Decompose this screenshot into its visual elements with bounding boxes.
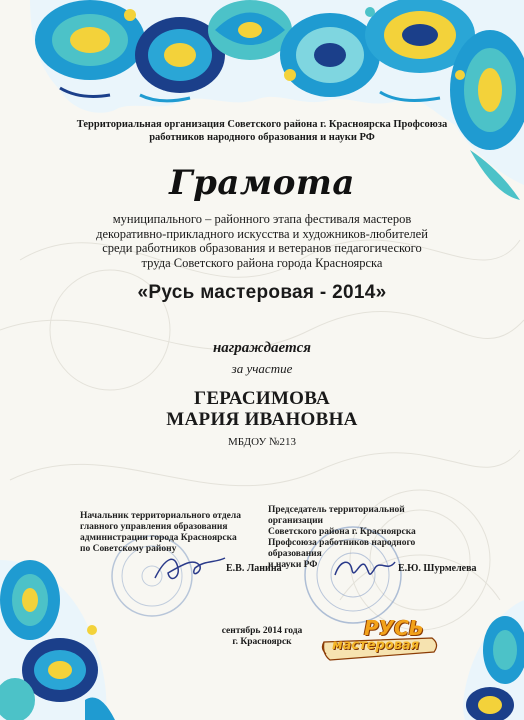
intro-line-1: муниципального – районного этапа фестиваля мастеров	[112, 212, 412, 226]
festival-name: «Русь мастеровая - 2014»	[137, 282, 387, 303]
left-position-line-1: Начальник территориального отдела	[80, 511, 241, 521]
organization-header	[0, 118, 524, 144]
intro-line-2: декоративно-прикладного искусства и художников-любителей	[96, 226, 428, 241]
logo-line-1: РУСЬ	[364, 616, 424, 640]
right-position-line-1: Председатель территориальной организации	[268, 505, 405, 526]
awarded-label: награждается	[212, 340, 312, 356]
recipient-institution: МБДОУ №213	[227, 436, 297, 448]
certificate-title: Грамота	[169, 163, 355, 203]
issue-city: г. Красноярск	[232, 637, 292, 647]
right-position-line-3: Профсоюза работников народного	[268, 538, 416, 548]
right-signatory-name: Е.Ю. Шурмелева	[398, 563, 477, 574]
intro-line-3: среди работников образования и ветеранов педагогического	[102, 241, 422, 255]
left-position-line-3: администрации города Красноярска	[80, 533, 237, 543]
right-signatory-position	[268, 505, 438, 571]
issue-date-place	[0, 626, 524, 648]
intro-line-4: труда Советского района города Красноярска	[141, 255, 383, 270]
right-position-line-5: и науки РФ	[268, 560, 318, 570]
logo-line-2: мастеровая	[332, 638, 420, 653]
right-position-line-4: образования	[268, 549, 322, 559]
certificate-intro	[0, 212, 524, 270]
left-position-line-2: главного управления образования	[80, 522, 228, 532]
recipient-surname: ГЕРАСИМОВА	[193, 388, 331, 409]
festival-logo	[320, 616, 442, 666]
award-reason: за участие	[231, 361, 293, 376]
issue-date: сентябрь 2014 года	[221, 626, 303, 636]
organization-line-2: работников народного образования и науки РФ	[149, 132, 375, 143]
left-position-line-4: по Советскому району	[80, 544, 177, 554]
right-position-line-2: Советского района г. Красноярска	[268, 527, 416, 537]
recipient-given-names: МАРИЯ ИВАНОВНА	[166, 409, 358, 430]
left-signatory-position	[80, 511, 250, 555]
organization-line-1: Территориальная организация Советского района г. Красноярска Профсоюза	[76, 119, 448, 130]
recipient-name	[0, 388, 524, 430]
bottom-right-ornament	[463, 600, 524, 720]
left-signatory-name: Е.В. Ланина	[226, 563, 282, 574]
